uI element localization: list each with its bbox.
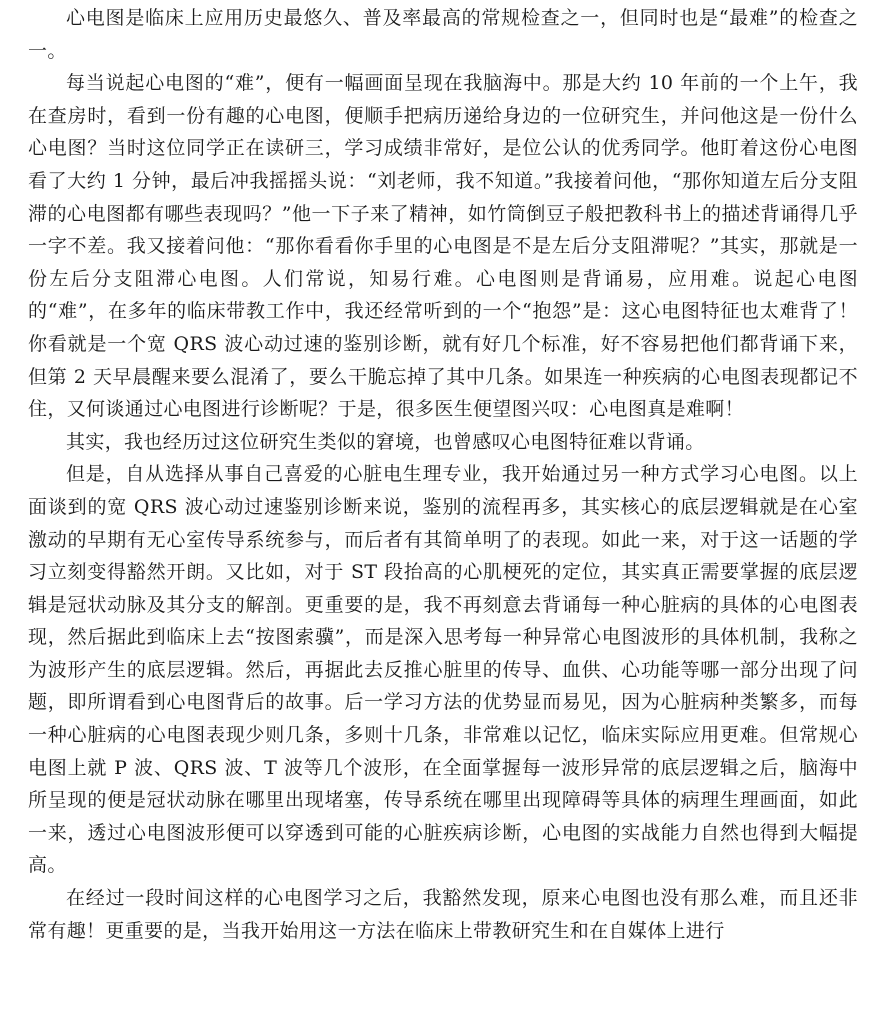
- paragraph-1: 心电图是临床上应用历史最悠久、普及率最高的常规检查之一，但同时也是“最难”的检查之一。: [28, 7, 858, 62]
- paragraph-3: 其实，我也经历过这位研究生类似的窘境，也曾感叹心电图特征难以背诵。: [66, 430, 705, 453]
- paragraph-4: 但是，自从选择从事自己喜爱的心脏电生理专业，我开始通过另一种方式学习心电图。以上面谈到的宽 QRS 波心动过速鉴别诊断来说，鉴别的流程再多，其实核心的底层逻辑就是在心室激动的早期有无心室传导系统参与，而后者有其简单明了的表现。如此一来，对于这一话题的学习立刻变得豁然开朗。又比如，对于 ST 段抬高的心肌梗死的定位，其实真正需要掌握的底层逻辑是冠状动脉及其分支的解剖。更重要的是，我不再刻意去背诵每一种心脏病的具体的心电图表现，然后据此到临床上去“按图索骥”，而是深入思考每一种异常心电图波形的具体机制，我称之为波形产生的底层逻辑。然后，再据此去反推心脏里的传导、血供、心功能等哪一部分出现了问题，即所谓看到心电图背后的故事。后一学习方法的优势显而易见，因为心脏病种类繁多，而每一种心脏病的心电图表现少则几条，多则十几条，非常难以记忆，临床实际应用更难。但常规心电图上就 P 波、QRS 波、T 波等几个波形，在全面掌握每一波形异常的底层逻辑之后，脑海中所呈现的便是冠状动脉在哪里出现堵塞，传导系统在哪里出现障碍等具体的病理生理画面，如此一来，透过心电图波形便可以穿透到可能的心脏疾病诊断，心电图的实战能力自然也得到大幅提高。: [28, 463, 858, 877]
- paragraph-2: 每当说起心电图的“难”，便有一幅画面呈现在我脑海中。那是大约 10 年前的一个上午，我在查房时，看到一份有趣的心电图，便顺手把病历递给身边的一位研究生，并问他这是一份什么心电图？当时这位同学正在读研三，学习成绩非常好，是位公认的优秀同学。他盯着这份心电图看了大约 1 分钟，最后冲我摇摇头说：“刘老师，我不知道。”我接着问他，“那你知道左后分支阻滞的心电图都有哪些表现吗？”他一下子来了精神，如竹筒倒豆子般把教科书上的描述背诵得几乎一字不差。我又接着问他：“那你看看你手里的心电图是不是左后分支阻滞呢？”其实，那就是一份左后分支阻滞心电图。人们常说，知易行难。心电图则是背诵易，应用难。说起心电图的“难”，在多年的临床带教工作中，我还经常听到的一个“抱怨”是：这心电图特征也太难背了！你看就是一个宽 QRS 波心动过速的鉴别诊断，就有好几个标准，好不容易把他们都背诵下来，但第 2 天早晨醒来要么混淆了，要么干脆忘掉了其中几条。如果连一种疾病的心电图表现都记不住，又何谈通过心电图进行诊断呢？于是，很多医生便望图兴叹：心电图真是难啊！: [28, 72, 858, 421]
- paragraph-5: 在经过一段时间这样的心电图学习之后，我豁然发现，原来心电图也没有那么难，而且还非常有趣！更重要的是，当我开始用这一方法在临床上带教研究生和在自媒体上进行: [28, 887, 858, 942]
